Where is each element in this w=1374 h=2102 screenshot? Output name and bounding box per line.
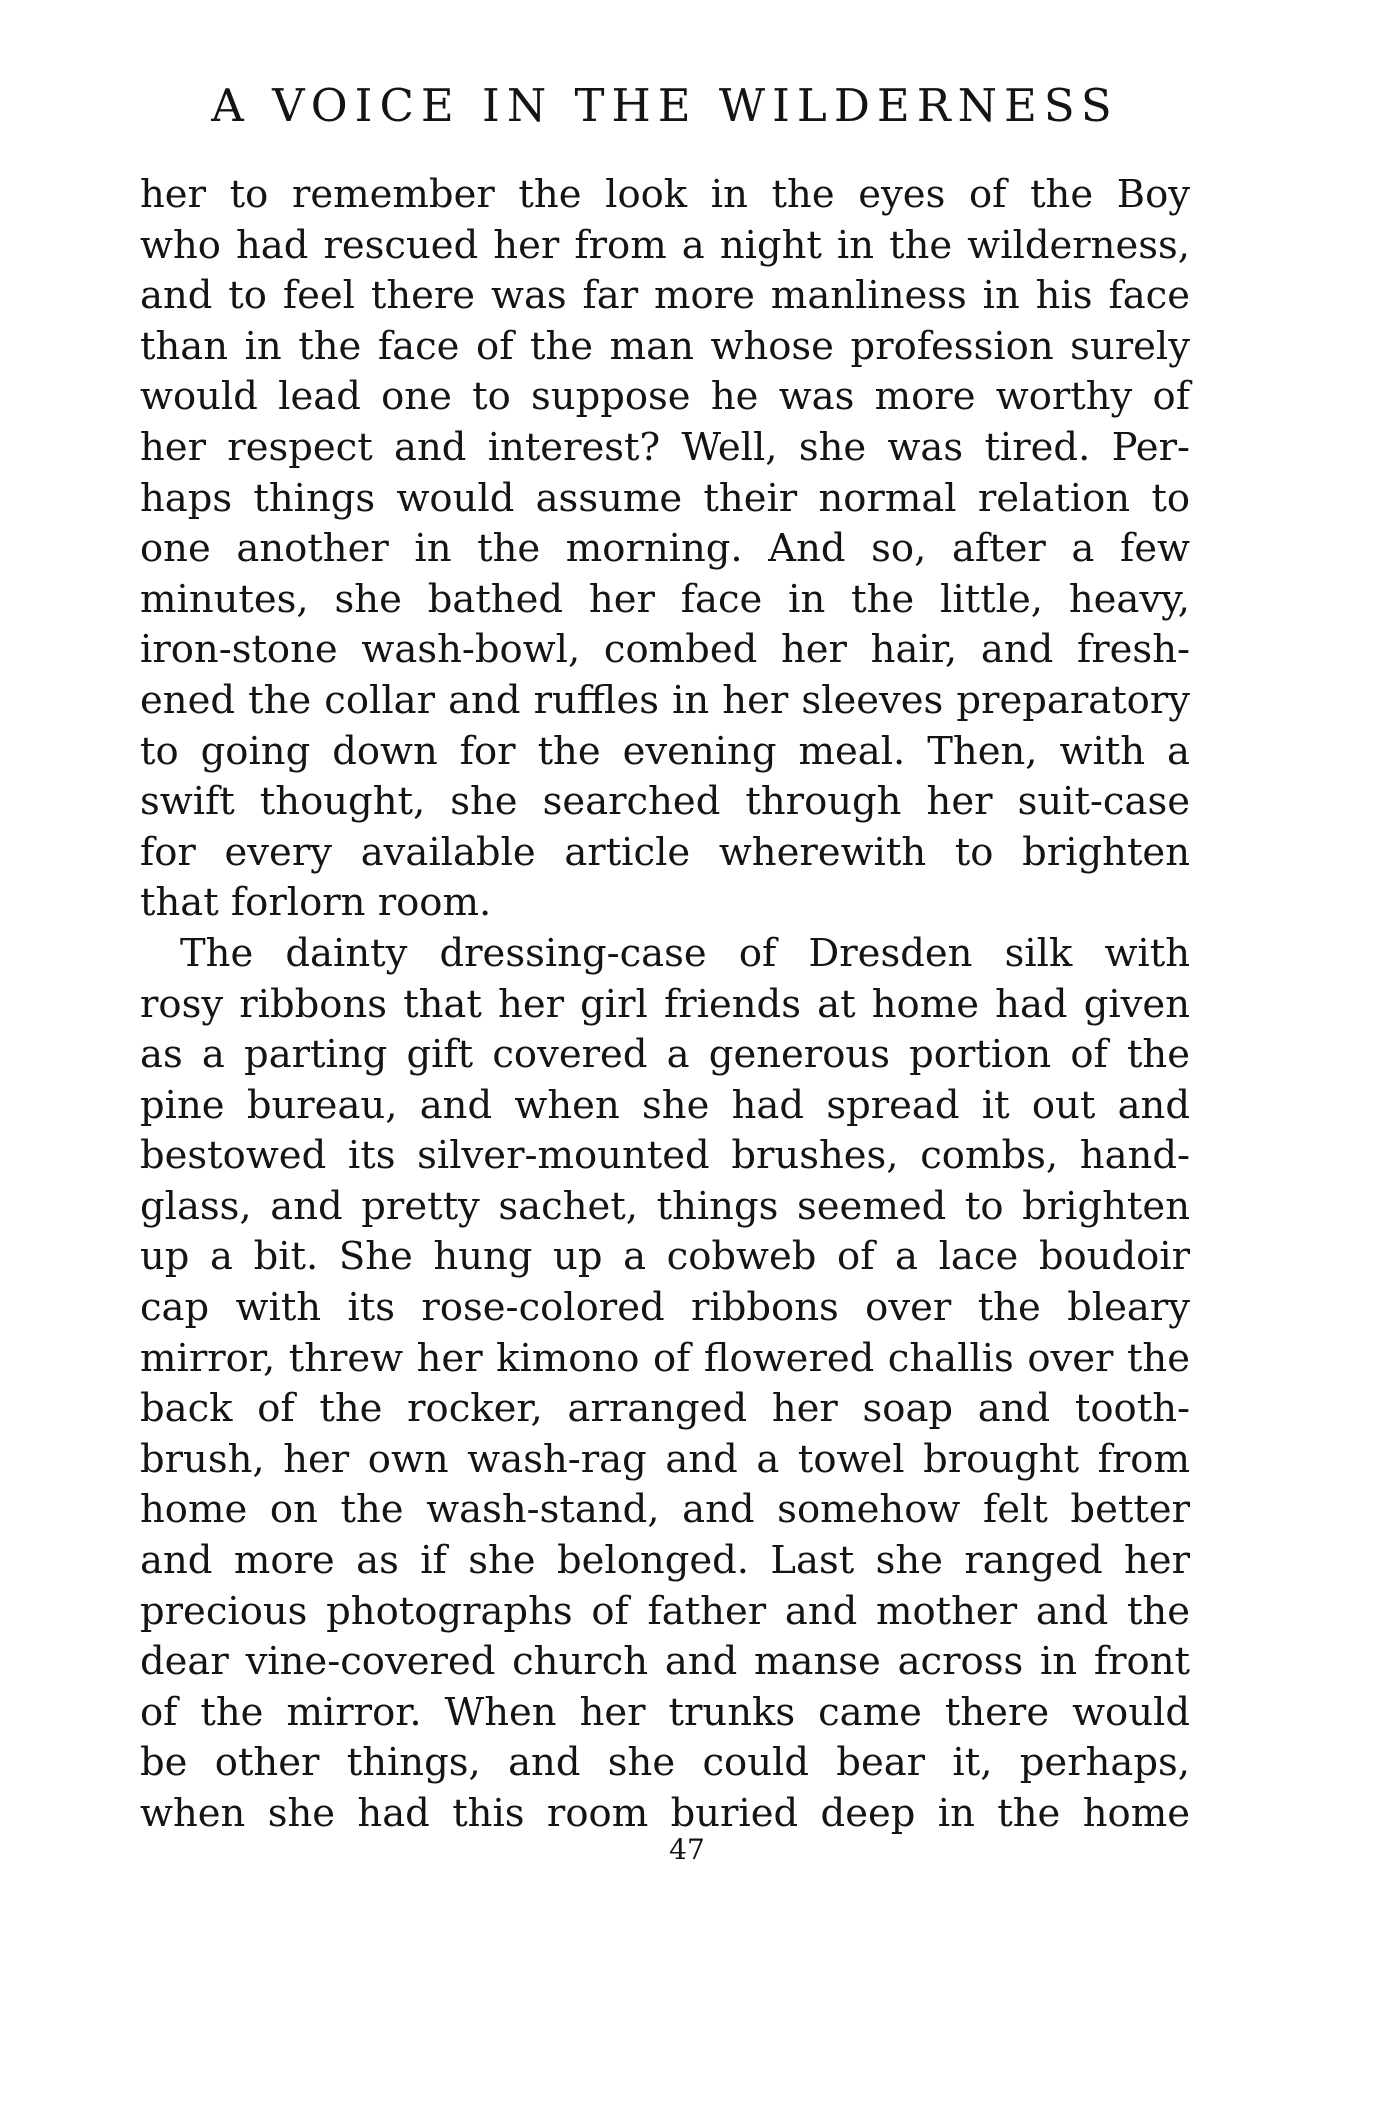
text-line: cap with its rose-colored ribbons over the bleary (140, 1285, 1190, 1331)
text-line: one another in the morning. And so, after a few (140, 526, 1190, 572)
text-line: up a bit. She hung up a cobweb of a lace boudoir (140, 1234, 1190, 1280)
text-line: and more as if she belonged. Last she ranged her (140, 1538, 1190, 1584)
text-line: home on the wash-stand, and somehow felt better (140, 1487, 1190, 1533)
text-line: haps things would assume their normal relation to (140, 475, 1190, 521)
text-line: to going down for the evening meal. Then, with a (140, 728, 1190, 774)
text-line: back of the rocker, arranged her soap and tooth- (140, 1386, 1190, 1432)
text-line: bestowed its silver-mounted brushes, combs, hand- (140, 1133, 1190, 1179)
text-line: pine bureau, and when she had spread it out and (140, 1082, 1190, 1128)
text-line: ened the collar and ruffles in her sleeves preparatory (140, 677, 1190, 723)
text-line: swift thought, she searched through her suit-case (140, 779, 1190, 825)
page-number: 47 (669, 1833, 705, 1866)
paragraph-2 (140, 929, 1190, 1840)
text-line: The dainty dressing-case of Dresden silk with (180, 930, 1190, 976)
text-line: brush, her own wash-rag and a towel brought from (140, 1436, 1190, 1482)
running-head: A VOICE IN THE WILDERNESS (211, 79, 1119, 132)
text-line: minutes, she bathed her face in the little, heavy, (140, 576, 1190, 622)
text-line: as a parting gift covered a generous portion of the (140, 1032, 1190, 1078)
text-line: glass, and pretty sachet, things seemed to brighten (140, 1183, 1190, 1229)
text-line: would lead one to suppose he was more worthy of (140, 374, 1190, 420)
text-line: her to remember the look in the eyes of the Boy (140, 172, 1190, 217)
text-line: dear vine-covered church and manse across in front (140, 1639, 1190, 1685)
text-line: precious photographs of father and mother and the (140, 1588, 1190, 1634)
text-line: and to feel there was far more manliness in his face (140, 273, 1190, 319)
text-line: rosy ribbons that her girl friends at home had given (140, 981, 1190, 1027)
text-line: than in the face of the man whose profession surely (140, 323, 1190, 369)
text-line: who had rescued her from a night in the wilderness, (140, 222, 1190, 268)
paragraph-1 (140, 170, 1190, 929)
text-line: her respect and interest? Well, she was tired. Per- (140, 424, 1190, 470)
text-line: of the mirror. When her trunks came there would (140, 1689, 1190, 1735)
text-line: that forlorn room. (140, 880, 492, 926)
text-line: iron-stone wash-bowl, combed her hair, and fresh- (140, 627, 1190, 673)
text-line: mirror, threw her kimono of flowered challis over the (140, 1335, 1190, 1381)
text-line: be other things, and she could bear it, perhaps, (140, 1740, 1190, 1786)
body-text (140, 170, 1190, 1840)
text-line: when she had this room buried deep in the home (140, 1791, 1190, 1836)
text-line: for every available article wherewith to brighten (140, 829, 1190, 875)
